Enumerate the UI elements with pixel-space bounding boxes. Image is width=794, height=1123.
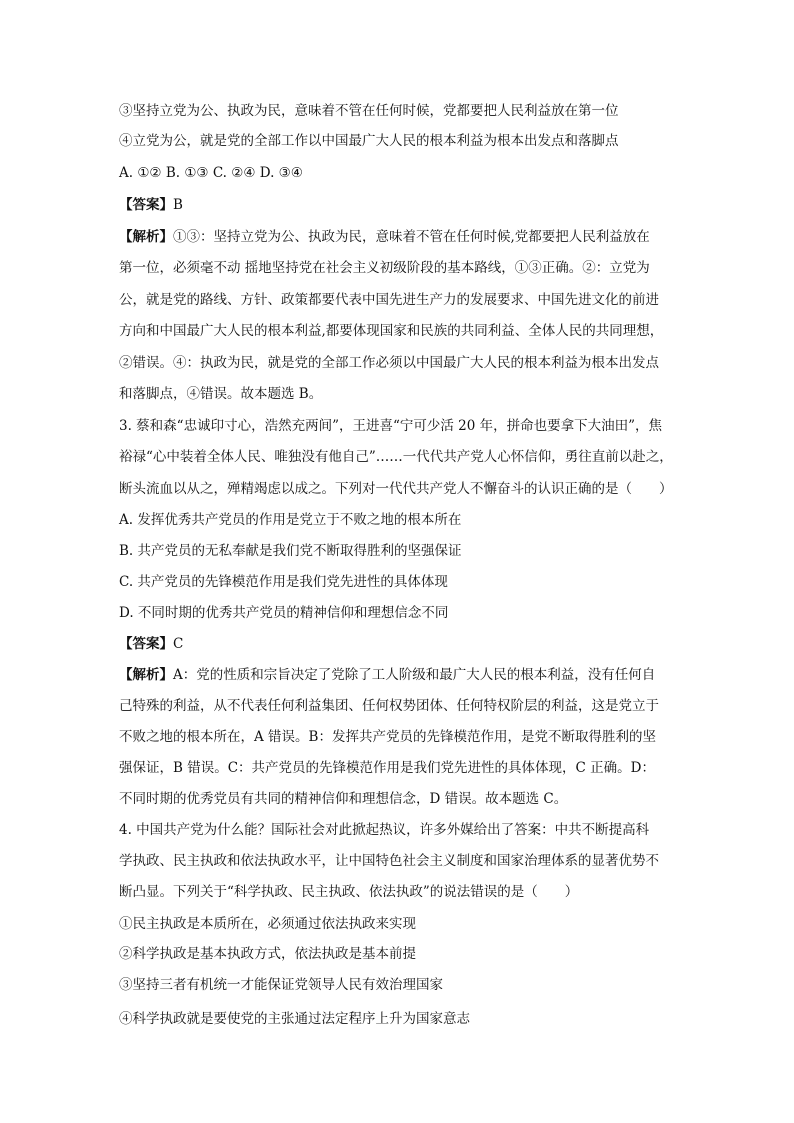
q3-stem-line-3: 断头流血以从之，殚精竭虑以成之。下列对一代代共产党人不懈奋斗的认识正确的是（ ） [119,481,673,497]
q3-analysis-text-1: A：党的性质和宗旨决定了党除了工人阶级和最广大人民的根本利益，没有任何自 [173,667,656,683]
q3-option-b: B. 共产党员的无私奉献是我们党不断取得胜利的坚强保证 [119,543,462,559]
q2-analysis-line-6: 和落脚点，④错误。故本题选 B。 [119,386,323,402]
q4-option-3: ③坚持三者有机统一才能保证党领导人民有效治理国家 [119,977,443,993]
q3-answer [119,634,679,654]
q3-analysis-label: 【解析】 [119,667,173,683]
q2-answer [119,195,679,215]
q4-stem-line-1: 4. 中国共产党为什么能？国际社会对此掀起热议，许多外媒给出了答案：中共不断提高科 [119,822,650,838]
q4-stem-line-3: 断凸显。下列关于“科学执政、民主执政、依法执政”的说法错误的是（ ） [119,884,579,900]
q2-analysis-line-5: ②错误。④：执政为民，就是党的全部工作必须以中国最广大人民的根本利益为根本出发点 [119,355,659,371]
q3-answer-label: 【答案】 [119,636,173,652]
q2-analysis-line-3: 公，就是党的路线、方针、政策都要代表中国先进生产力的发展要求、中国先进文化的前进 [119,292,659,308]
q2-answer-value: B [173,197,183,213]
q4-stem-line-2: 学执政、民主执政和依法执政水平，让中国特色社会主义制度和国家治理体系的显著优势不 [119,853,659,869]
q3-option-c: C. 共产党员的先锋模范作用是我们党先进性的具体体现 [119,574,448,590]
q3-analysis-line-1 [119,665,679,685]
q3-stem-line-1: 3. 蔡和森“忠诚印寸心，浩然充两间”，王进喜“宁可少活 20 年，拼命也要拿下大油田”，焦 [119,418,663,434]
q3-analysis-line-3: 不败之地的根本所在，A 错误。B：发挥共产党员的先锋模范作用，是党不断取得胜利的坚 [119,729,656,745]
q2-analysis-label: 【解析】 [119,229,173,245]
q2-analysis-text-1: ①③：坚持立党为公、执政为民，意味着不管在任何时候,党都要把人民利益放在 [173,229,650,245]
q2-answer-label: 【答案】 [119,197,173,213]
q2-analysis-line-1 [119,227,679,247]
q3-option-d: D. 不同时期的优秀共产党员的精神信仰和理想信念不同 [119,605,449,621]
q2-analysis-line-4: 方向和中国最广大人民的根本利益,都要体现国家和民族的共同利益、全体人民的共同理想， [119,323,664,339]
q4-option-4: ④科学执政就是要使党的主张通过法定程序上升为国家意志 [119,1011,470,1027]
q4-option-2: ②科学执政是基本执政方式，依法执政是基本前提 [119,946,416,962]
q3-analysis-line-4: 强保证，B 错误。C：共产党员的先锋模范作用是我们党先进性的具体体现，C 正确。D： [119,760,655,776]
q3-stem-line-2: 裕禄“心中装着全体人民、唯独没有他自己”……一代代共产党人心怀信仰，勇往直前以赴之， [119,449,673,465]
q3-analysis-line-5: 不同时期的优秀党员有共同的精神信仰和理想信念，D 错误。故本题选 C。 [119,791,568,807]
q2-option-4: ④立党为公，就是党的全部工作以中国最广大人民的根本利益为根本出发点和落脚点 [119,133,619,149]
q2-choices: A. ①② B. ①③ C. ②④ D. ③④ [119,165,303,181]
q3-option-a: A. 发挥优秀共产党员的作用是党立于不败之地的根本所在 [119,512,462,528]
q3-analysis-line-2: 己特殊的利益，从不代表任何利益集团、任何权势团体、任何特权阶层的利益，这是党立于 [119,698,659,714]
q2-option-3: ③坚持立党为公、执政为民，意味着不管在任何时候，党都要把人民利益放在第一位 [119,103,619,119]
q2-analysis-line-2: 第一位，必须毫不动 摇地坚持党在社会主义初级阶段的基本路线，①③正确。②：立党为 [119,260,650,276]
q4-option-1: ①民主执政是本质所在，必须通过依法执政来实现 [119,916,416,932]
q3-answer-value: C [173,636,184,652]
